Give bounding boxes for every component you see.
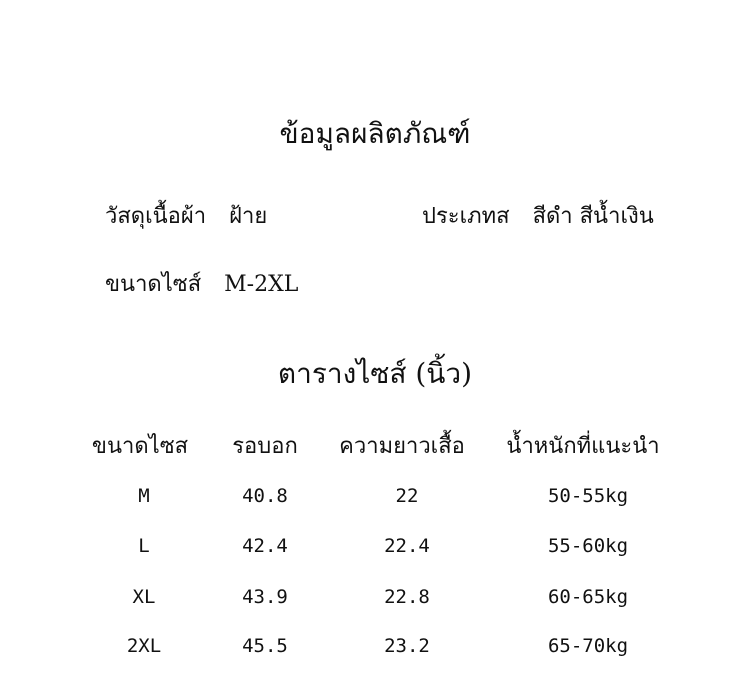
product-info-title: ข้อมูลผลิตภัณฑ์ (279, 117, 471, 150)
header-size: ขนาดไซส (91, 434, 189, 459)
cell-size: L (138, 535, 150, 557)
cell-weight: 60-65kg (547, 586, 629, 608)
size-value: M-2XL (224, 272, 299, 297)
size-chart-title: ตารางไซส์ (นิ้ว) (277, 357, 473, 390)
cell-chest: 43.9 (242, 586, 288, 608)
header-chest: รอบอก (232, 434, 298, 459)
cell-size: XL (132, 586, 156, 608)
type-label: ประเภทส (422, 204, 510, 229)
cell-length: 22.8 (384, 586, 430, 608)
cell-weight: 65-70kg (547, 635, 629, 657)
cell-weight: 50-55kg (547, 485, 629, 507)
cell-weight: 55-60kg (547, 535, 629, 557)
cell-length: 22.4 (384, 535, 430, 557)
cell-length: 23.2 (384, 635, 430, 657)
cell-chest: 45.5 (242, 635, 288, 657)
material-value: ฝ้าย (229, 204, 268, 229)
cell-size: M (138, 485, 150, 507)
header-weight: น้ำหนักที่แนะนำ (506, 434, 660, 459)
cell-length: 22 (395, 485, 419, 507)
size-label: ขนาดไซส์ (105, 272, 202, 297)
material-spec (105, 198, 267, 233)
cell-chest: 40.8 (242, 485, 288, 507)
type-value: สีดำ สีน้ำเงิน (532, 204, 654, 229)
type-spec (422, 198, 654, 233)
size-spec (105, 266, 298, 301)
material-label: วัสดุเนื้อผ้า (105, 204, 207, 229)
header-length: ความยาวเสื้อ (339, 434, 465, 459)
cell-chest: 42.4 (242, 535, 288, 557)
cell-size: 2XL (126, 635, 162, 657)
